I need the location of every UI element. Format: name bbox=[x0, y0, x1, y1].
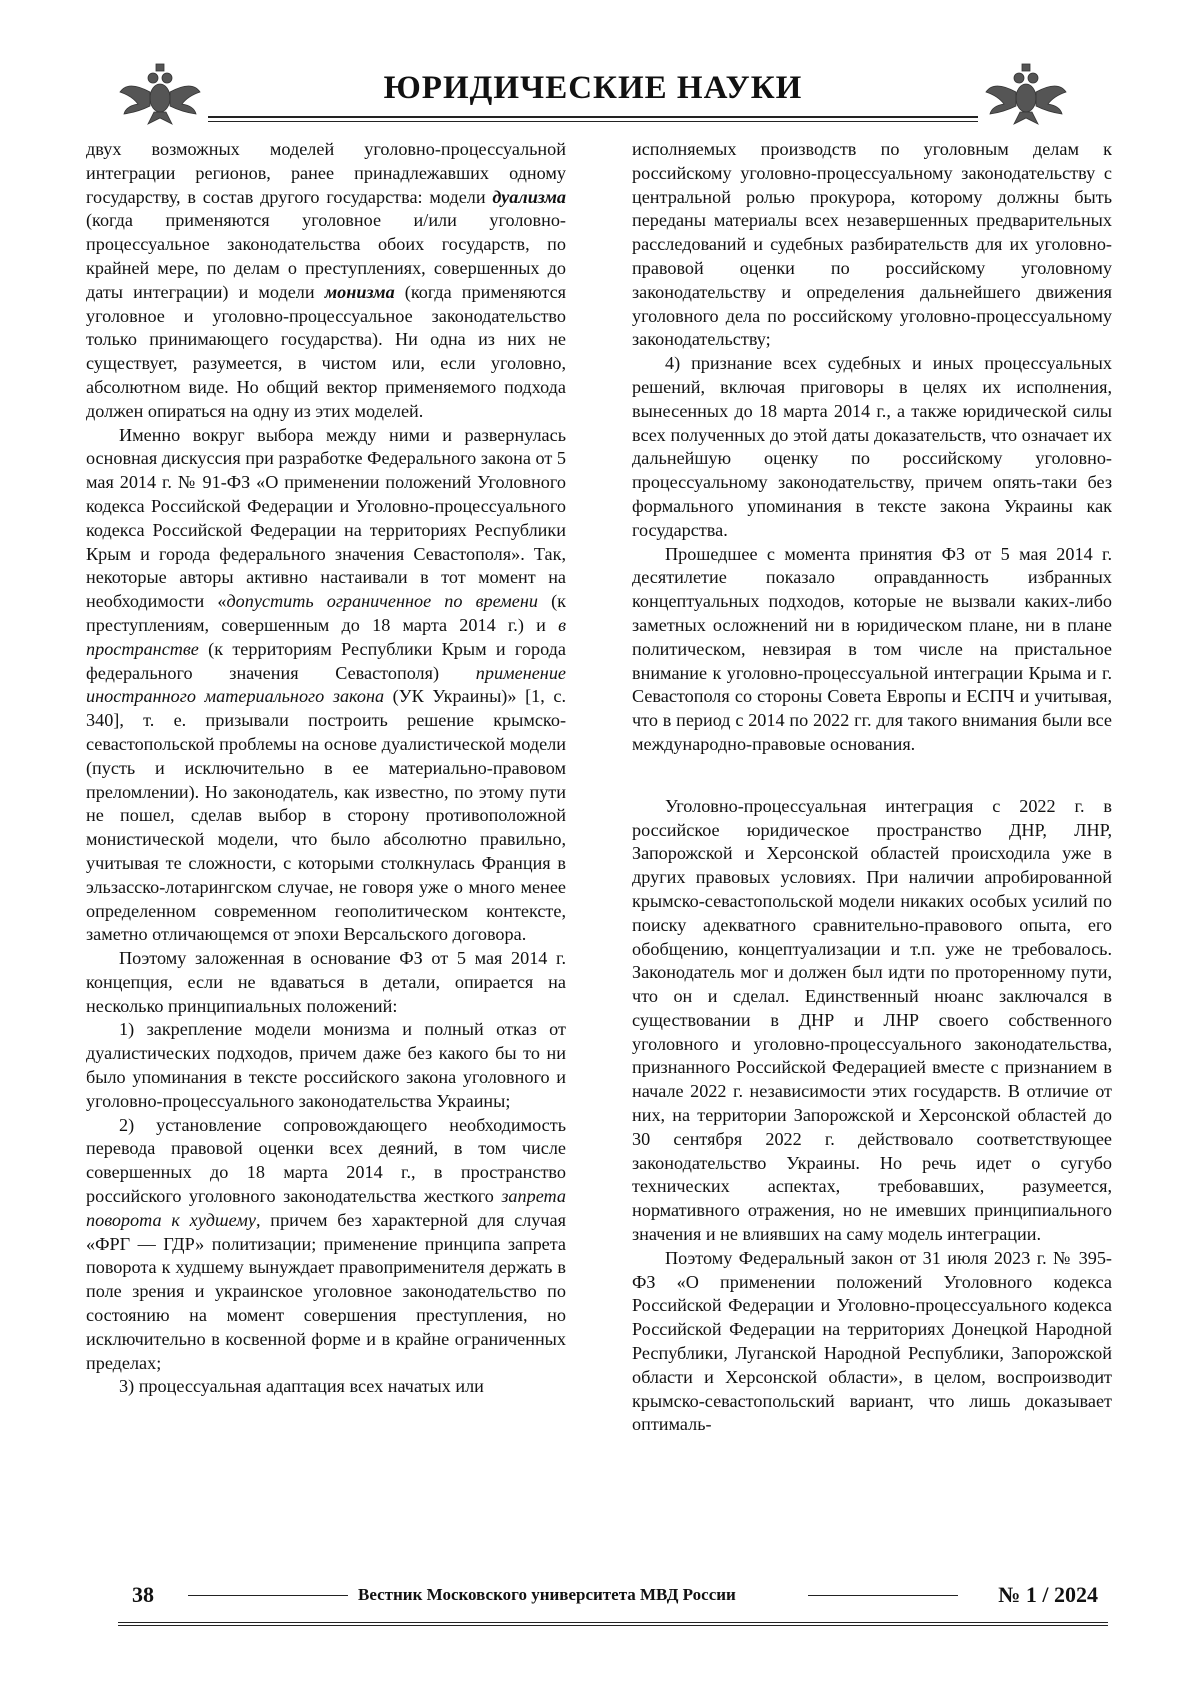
quote-italic: запрета поворота к худшему bbox=[86, 1186, 566, 1230]
paragraph bbox=[86, 424, 566, 948]
text: (когда применяются уголовное и уголовно-процессуальное законодательство только принимающего государства). Ни одна из них не существует, разумеется, в чистом или, если уголовно, абсолютном виде. Но общий вектор применяемого подхода должен опираться на одну из этих моделей. bbox=[86, 281, 567, 421]
paragraph: Уголовно-процессуальная интеграция с 2022 г. в российское юридическое пространство ДНР, ЛНР, Запорожской и Херсонской областей происходила уже в других правовых условиях. При наличии апробированной крымско-севастопольской модели никаких особых усилий по поиску адекватного сравнительно-правового опыта, его обобщению, концептуализации и т.п. уже не требовалось. Законодатель мог и должен был идти по проторенному пути, что он и сделал. Единственный нюанс заключался в существовании в ДНР и ЛНР своего собственного уголовного и уголовно-процессуального законодательства, признанного Российской Федерацией вместе с признанием в начале 2022 г. независимости этих государств. В отличие от них, на территории Запорожской и Херсонской областей до 30 сентября 2022 г. действовало соответствующее законодательство Украины. Но речь идет о сугубо технических аспектах, требовавших, разумеется, нормативного отражения, но не имевших принципиального значения и не влиявших на саму модель интеграции. bbox=[632, 795, 1112, 1245]
text: Именно вокруг выбора между ними и развернулась основная дискуссия при разработке Федерального закона от 5 мая 2014 г. № 91-ФЗ «О применении положений Уголовного кодекса Российской Федерации и Уголовно-процессуального кодекса Российской Федерации на территориях Республики Крым и города федерального значения Севастополя». Так, некоторые авторы активно настаивали в тот момент на необходимости « bbox=[86, 424, 566, 612]
list-item bbox=[86, 1114, 566, 1376]
text: (к территориям Республики Крым и города федерального значения Севастополя) bbox=[86, 638, 566, 683]
footer-rule-thin bbox=[118, 1625, 1108, 1626]
list-item: 1) закрепление модели монизма и полный отказ от дуалистических подходов, причем даже без какого бы то ни было упоминания в тексте российского закона уголовного и уголовно-процессуального законодательства Украины; bbox=[86, 1019, 566, 1111]
eagle-emblem-icon bbox=[984, 62, 1068, 126]
quote-italic: допустить ограниченное по времени bbox=[226, 591, 538, 612]
header-rule-thin bbox=[208, 121, 978, 122]
emphasis-term: дуализма bbox=[492, 186, 566, 207]
journal-title: Вестник Московского университета МВД России bbox=[358, 1585, 736, 1604]
footer-line bbox=[188, 1595, 348, 1596]
list-item: 3) процессуальная адаптация всех начатых или bbox=[119, 1376, 484, 1397]
paragraph: исполняемых производств по уголовным делам к российскому уголовно-процессуальному законодательству с центральной ролью прокурора, которому должны быть переданы материалы всех незавершенных предварительных расследований и судебных разбирательств для их уголовно-правовой оценки по российскому уголовному законодательству и определения дальнейшего движения уголовного дела по российскому уголовно-процессуальному законодательству; bbox=[632, 139, 1112, 350]
section-gap bbox=[632, 757, 1112, 795]
page-header bbox=[118, 60, 1068, 130]
eagle-emblem-icon bbox=[118, 62, 202, 126]
quote-italic: применение иностранного материального закона bbox=[86, 662, 566, 707]
footer-line bbox=[808, 1595, 958, 1596]
list-item: 4) признание всех судебных и иных процессуальных решений, включая приговоры в целях их исполнения, вынесенных до 18 марта 2014 г., а также юридической силы всех полученных до этой даты доказательств, что означает их дальнейшую оценку по российскому уголовно-процессуальному законодательству, причем опять-таки без формального упоминания в тексте закона Украины как государства. bbox=[632, 353, 1112, 540]
right-column bbox=[632, 138, 1112, 1437]
paragraph bbox=[86, 138, 566, 424]
paragraph: Поэтому Федеральный закон от 31 июля 2023 г. № 395-ФЗ «О применении положений Уголовного кодекса Российской Федерации и Уголовно-процессуального кодекса Российской Федерации на территориях Донецкой Народной Республики, Луганской Народной Республики, Запорожской области и Херсонской области», в целом, воспроизводит крымско-севастопольский вариант, что лишь доказывает оптималь- bbox=[632, 1247, 1112, 1435]
text: (УК Украины)» [1, с. 340], т. е. призывали построить решение крымско-севастопольской проблемы на основе дуалистической модели (пусть и исключительно в ее материально-правовом преломлении). Но законодатель, как известно, по этому пути не пошел, сделав выбор в сторону противоположной монистической модели, что было абсолютно правильно, учитывая те сложности, с которыми столкнулась Франция в эльзасско-лотарингском случае, не говоря уже о много менее определенном современном геополитическом контексте, заметно отличающемся от эпохи Версальского договора. bbox=[86, 686, 566, 945]
paragraph: Прошедшее с момента принятия ФЗ от 5 мая 2014 г. десятилетие показало оправданность избранных концептуальных подходов, которые не вызвали каких-либо заметных осложнений ни в юридическом плане, ни в плане политическом, невзирая в том числе на пристальное внимание к уголовно-процессуальной интеграции Крыма и г. Севастополя со стороны Совета Европы и ЕСПЧ и учитывая, что в период с 2014 по 2022 гг. для такого внимания были все международно-правовые основания. bbox=[632, 543, 1112, 754]
header-rule bbox=[208, 116, 978, 118]
emphasis-term: монизма bbox=[324, 281, 395, 302]
section-title: ЮРИДИЧЕСКИЕ НАУКИ bbox=[383, 70, 803, 106]
footer-rule bbox=[118, 1622, 1108, 1623]
page-number: 38 bbox=[132, 1582, 154, 1607]
text: 2) установление сопровождающего необходимость перевода правовой оценки всех деяний, в том числе совершенных до 18 марта 2014 г., в пространство российского уголовного законодательства жесткого bbox=[86, 1114, 566, 1207]
quote-italic: в пространстве bbox=[86, 614, 566, 659]
text: (к преступлениям, совершенным до 18 марта 2014 г.) и bbox=[86, 591, 566, 635]
left-column bbox=[86, 138, 566, 1399]
issue-number: № 1 / 2024 bbox=[998, 1582, 1098, 1607]
text: , причем без характерной для случая «ФРГ — ГДР» политизации; применение принципа запрета поворота к худшему вынуждает правоприменителя держать в поле зрения и украинское уголовное законодательство по состоянию на момент совершения преступления, но исключительно в косвенной форме и в крайне ограниченных пределах; bbox=[86, 1209, 566, 1373]
text: (когда применяются уголовное и/или уголовно-процессуальное законодательства обоих государств, по крайней мере, по делам о преступлениях, совершенных до даты интеграции) и модели bbox=[86, 210, 566, 302]
paragraph: Поэтому заложенная в основание ФЗ от 5 мая 2014 г. концепция, если не вдаваться в детали, опирается на несколько принципиальных положений: bbox=[86, 948, 566, 1016]
page-footer bbox=[118, 1582, 1098, 1612]
text: двух возможных моделей уголовно-процессуальной интеграции регионов, ранее принадлежавших одному государству, в состав другого государства: модели bbox=[86, 139, 566, 207]
